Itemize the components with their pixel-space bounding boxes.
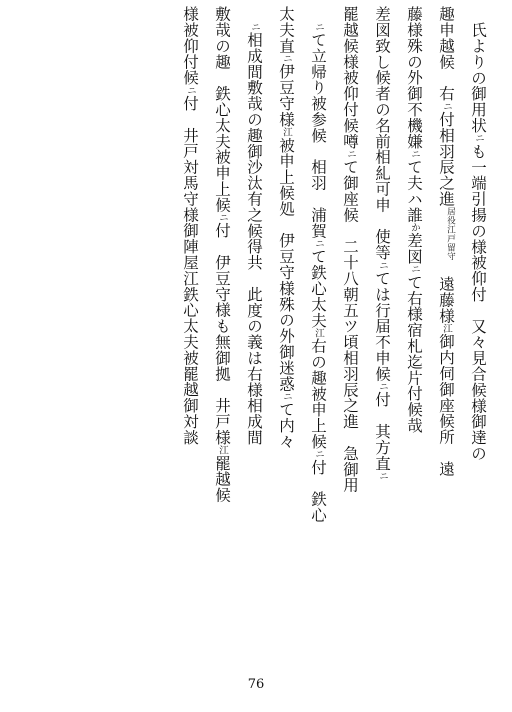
text-line-1: 氏よりの御用状ニも一端引揚の様被仰付 又々見合候様御達の — [469, 21, 487, 461]
text-line-2 — [430, 6, 462, 526]
text-line-10: 様被仰付候ニ付 井戸対馬守様御陣屋江鉄心太夫被罷越御対談 — [181, 6, 199, 446]
text-segment: 趣申越候 右ニ付相羽辰之進 — [437, 6, 455, 207]
body-text — [174, 6, 494, 526]
interlinear-note — [446, 207, 455, 260]
text-line-9: 敷哉の趣 鉄心太夫被申上候ニ付 伊豆守様も無御拠 井戸様江罷越候 — [213, 6, 231, 503]
text-line-3: 藤様殊の外御不機嫌ニて夫ハ誰か差図ニて右様宿札迄片付候哉 — [405, 6, 423, 434]
text-line-4: 差図致し候者の名前相糺可申 使等ニては行届不申候ニ付 其方直ニ — [373, 6, 391, 481]
note-column-1: 江戸留守 — [445, 224, 456, 261]
text-line-7: 太夫直ニ伊豆守様江被申上候処 伊豆守様殊の外御迷惑ニて内々 — [277, 6, 295, 450]
page-number: 76 — [247, 677, 265, 692]
text-line-5: 罷越候様被仰付候噂ニて御座候 二十八朝五ツ頃相羽辰之進 急御用 — [341, 6, 359, 493]
text-line-6: ニて立帰り被参候 相羽 浦賀ニて鉄心太夫江右の趣被申上候ニ付 鉄心 — [309, 21, 327, 523]
text-segment: 遠藤様江御内伺御座候所 遠 — [437, 276, 455, 477]
text-line-8: ニ相成間敷哉の趣御沙汰有之候得共 此度の義は右様相成間 — [245, 21, 263, 445]
note-column-2: 居役 — [445, 206, 456, 225]
